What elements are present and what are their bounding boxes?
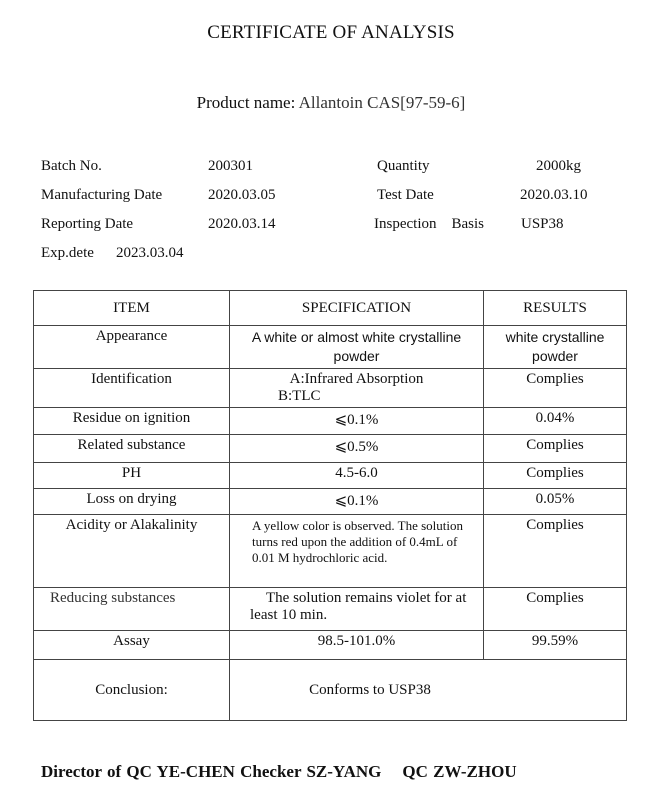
- table-row: [34, 326, 627, 368]
- quantity-value: 2000kg: [536, 158, 581, 174]
- row-item: Assay: [34, 631, 230, 660]
- table-row: [34, 587, 627, 630]
- signatures: Director of QC YE-CHEN Checker SZ-YANG QC ZW-ZHOU: [41, 762, 517, 781]
- row-result: Complies: [484, 515, 627, 588]
- mfg-date-value: 2020.03.05: [208, 187, 276, 203]
- inspection-basis-value: USP38: [521, 216, 564, 232]
- spec-line-b: B:TLC: [278, 387, 321, 404]
- reporting-date-value: 2020.03.14: [208, 216, 276, 232]
- row-spec: ⩽0.1%: [230, 488, 484, 514]
- exp-date-label: Exp.dete: [41, 245, 94, 261]
- quantity-label: Quantity: [377, 158, 430, 174]
- row-result: white crystalline powder: [484, 326, 627, 368]
- row-spec: The solution remains violet for at least 10 min.: [230, 587, 484, 630]
- conclusion-row: [34, 660, 627, 721]
- exp-date-value: 2023.03.04: [116, 245, 184, 261]
- row-item: Loss on drying: [34, 488, 230, 514]
- conclusion-value: Conforms to USP38: [230, 660, 627, 721]
- row-result: Complies: [484, 462, 627, 488]
- table-row: [34, 631, 627, 660]
- row-spec: ⩽0.1%: [230, 408, 484, 435]
- row-spec: 4.5-6.0: [230, 462, 484, 488]
- table-row: [34, 515, 627, 588]
- batch-label: Batch No.: [41, 158, 102, 174]
- row-item: Appearance: [34, 326, 230, 368]
- row-item: Related substance: [34, 435, 230, 462]
- row-spec: A yellow color is observed. The solution turns red upon the addition of 0.4mL of 0.01 M hydrochloric acid.: [230, 515, 484, 588]
- batch-value: 200301: [208, 158, 253, 174]
- reporting-date-label: Reporting Date: [41, 216, 134, 232]
- row-spec: [230, 368, 484, 407]
- row-result: Complies: [484, 368, 627, 407]
- table-row: [34, 408, 627, 435]
- spec-line-a: A:Infrared Absorption: [289, 370, 424, 387]
- inspection-basis-label: Inspection Basis: [374, 216, 484, 232]
- row-result: 0.04%: [484, 408, 627, 435]
- header-results: RESULTS: [484, 291, 627, 326]
- product-label: Product name:: [196, 93, 296, 112]
- row-spec: ⩽0.5%: [230, 435, 484, 462]
- header-specification: SPECIFICATION: [230, 291, 484, 326]
- analysis-table: [33, 290, 627, 721]
- table-row: [34, 435, 627, 462]
- table-header-row: [34, 291, 627, 326]
- document-title: CERTIFICATE OF ANALYSIS: [207, 22, 455, 43]
- product-line: [0, 93, 662, 113]
- header-item: ITEM: [34, 291, 230, 326]
- row-result: 99.59%: [484, 631, 627, 660]
- row-spec: A white or almost white crystalline powder: [230, 326, 484, 368]
- row-result: Complies: [484, 435, 627, 462]
- product-value: Allantoin CAS[97-59-6]: [298, 93, 466, 112]
- row-spec: 98.5-101.0%: [230, 631, 484, 660]
- test-date-value: 2020.03.10: [520, 187, 588, 203]
- table-row: [34, 462, 627, 488]
- table-row: [34, 488, 627, 514]
- row-item: Identification: [34, 368, 230, 407]
- row-item: Residue on ignition: [34, 408, 230, 435]
- row-result: 0.05%: [484, 488, 627, 514]
- row-result: Complies: [484, 587, 627, 630]
- test-date-label: Test Date: [377, 187, 434, 203]
- row-item: Acidity or Alakalinity: [34, 515, 230, 588]
- table-row: [34, 368, 627, 407]
- mfg-date-label: Manufacturing Date: [41, 187, 163, 203]
- conclusion-label: Conclusion:: [34, 660, 230, 721]
- row-item: PH: [34, 462, 230, 488]
- row-item: Reducing substances: [34, 587, 230, 630]
